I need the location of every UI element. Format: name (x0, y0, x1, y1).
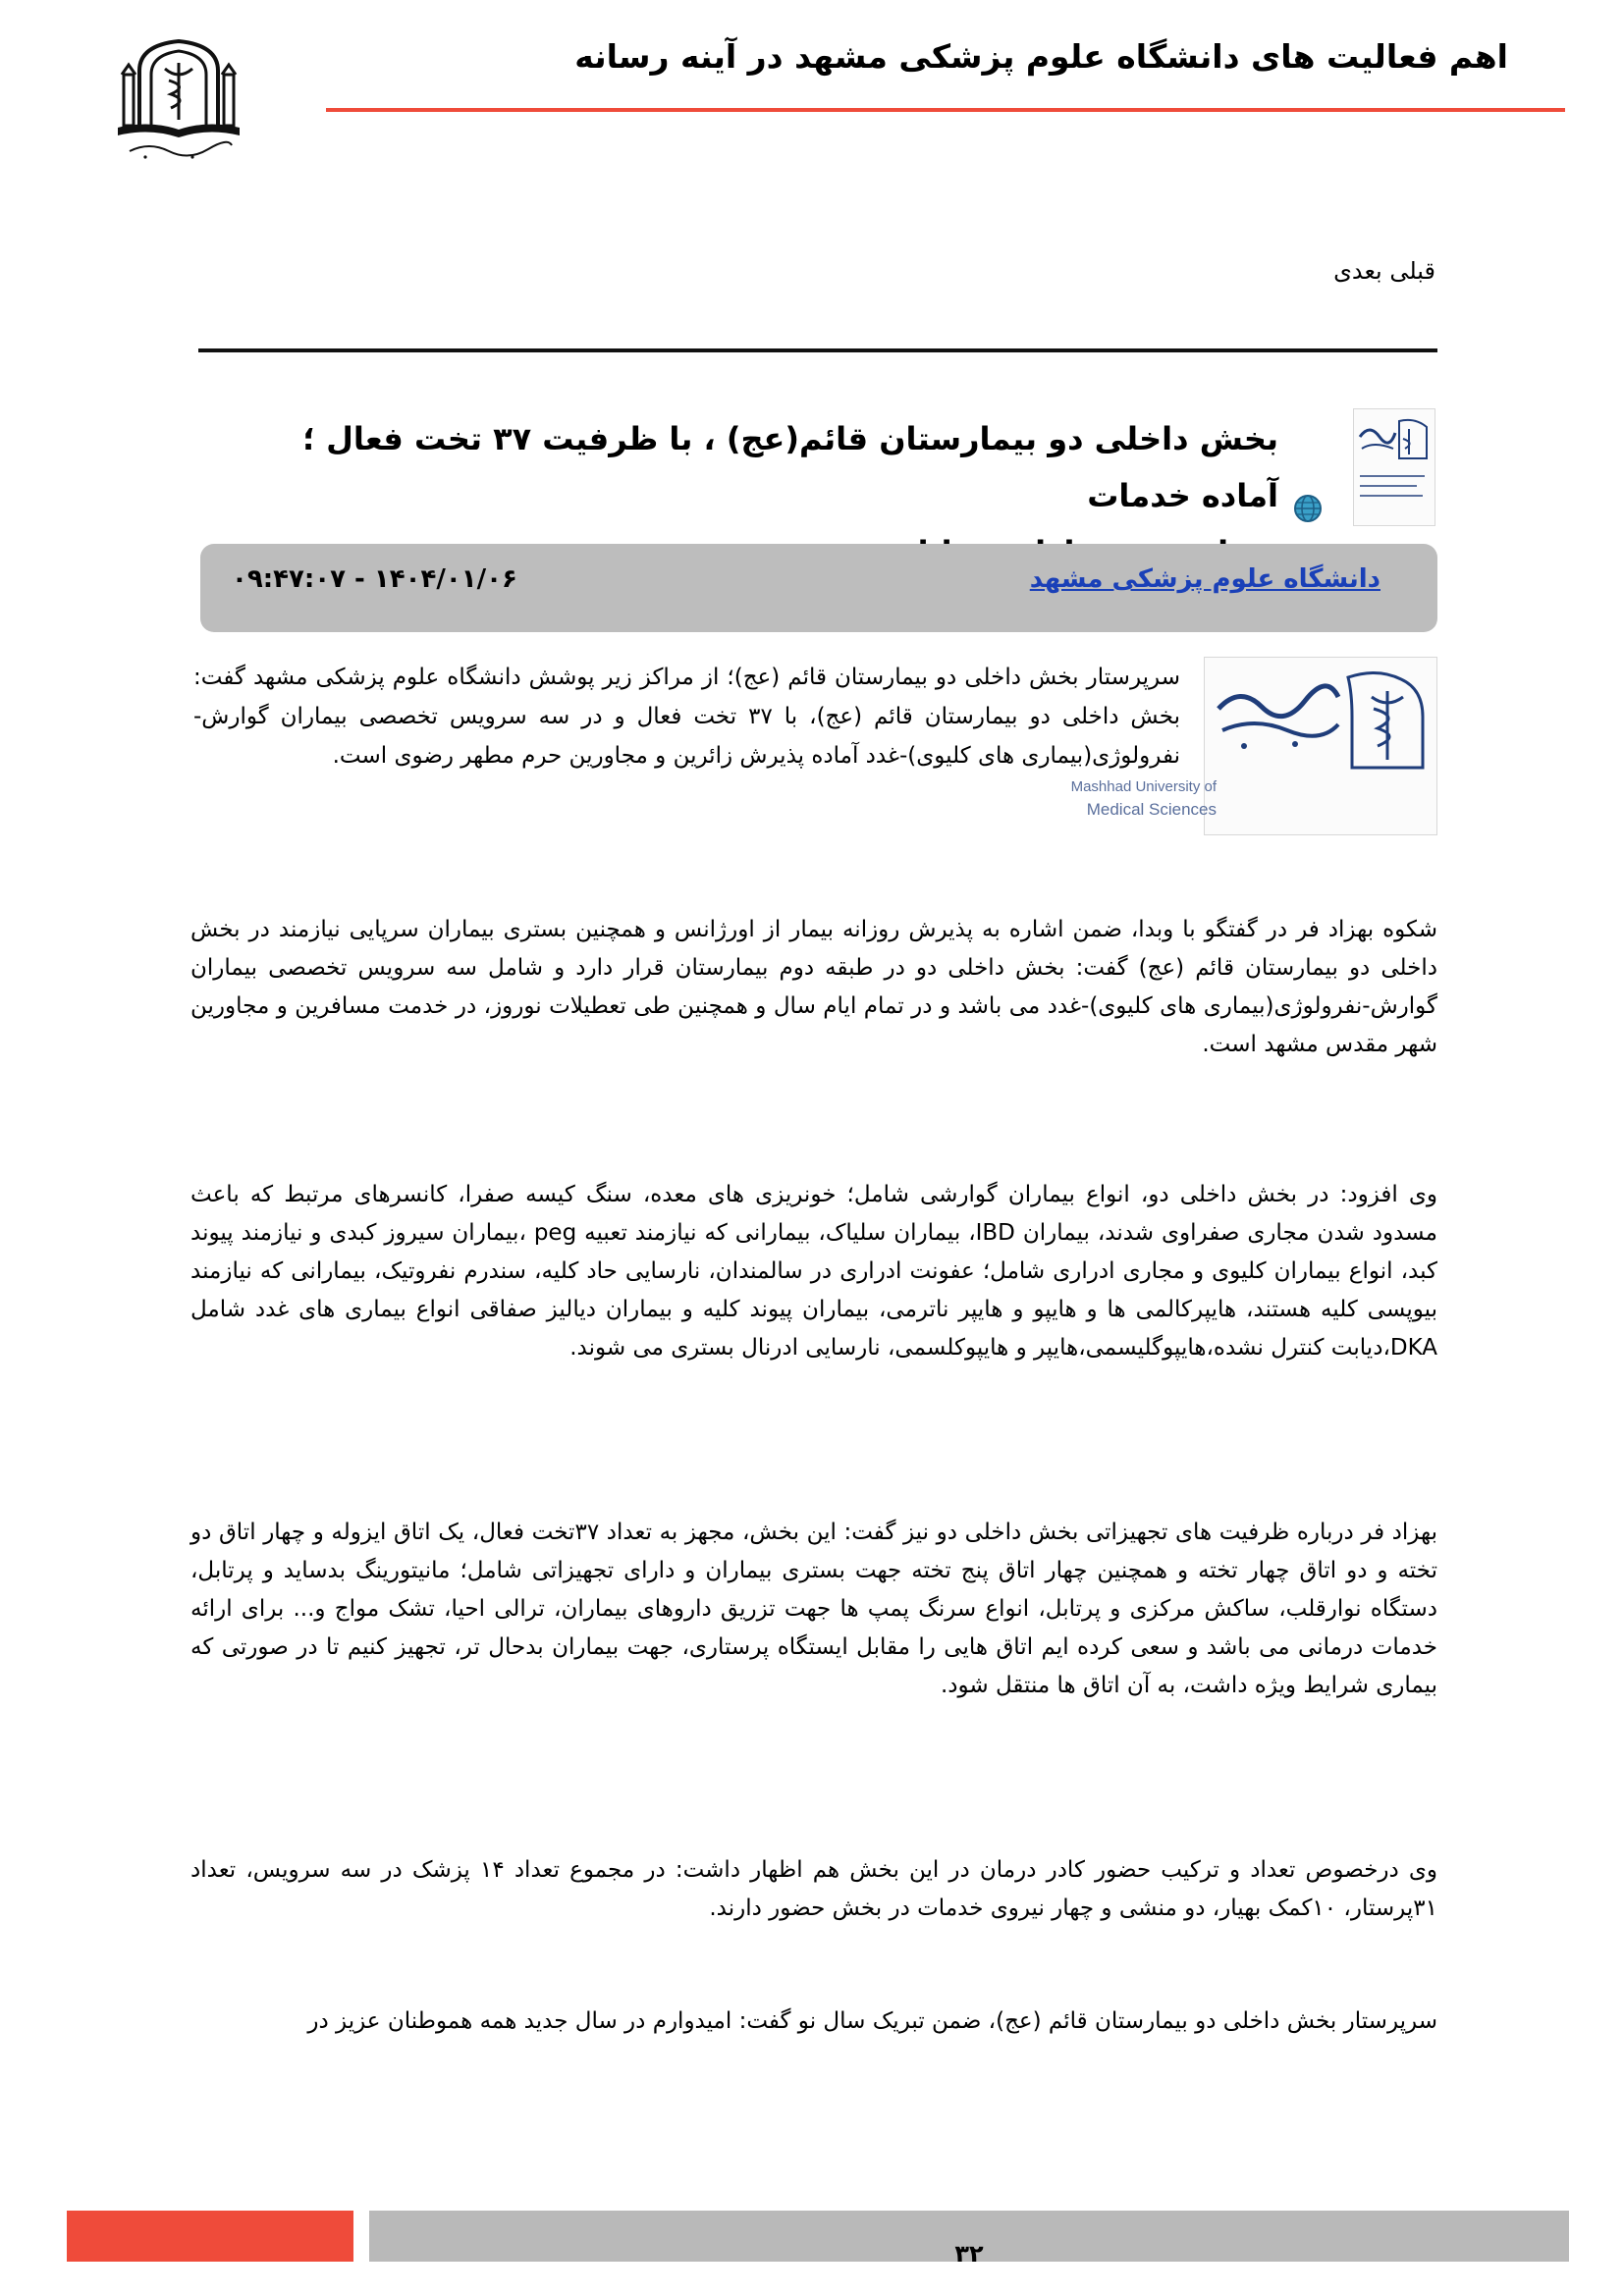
section-divider (198, 348, 1437, 352)
footer-accent-bar (67, 2211, 353, 2262)
article-paragraph-3: بهزاد فر درباره ظرفیت های تجهیزاتی بخش داخلی دو نیز گفت: این بخش، مجهز به تعداد ۳۷تخت فعال، یک اتاق ایزوله و چهار اتاق دو تخته و دو اتاق چهار تخته و همچنین چهار اتاق پنج تخته جهت بستری بیماران و دارای تجهیزاتی شامل؛ مانیتورینگ بدساید و پرتابل، دستگاه نوارقلب، ساکش مرکزی و پرتابل، انواع سرنگ پمپ ها جهت تزریق داروهای بیماران، ترالی احیا، تشک مواج و... برای ارائه خدمات درمانی می باشد و سعی کرده ایم اتاق هایی را مقابل ایستگاه پرستاری، جهت بیماران بدحال تر، تجهیز کنیم تا در صورتی که بیماری شرایط ویژه داشت، به آن اتاق ها منتقل شود. (190, 1520, 1437, 1698)
thumbnail-caption-en-1: Mashhad University of (1070, 778, 1217, 795)
thumbnail-caption-en-2: Medical Sciences (1086, 800, 1217, 819)
publish-datetime: ۰۹:۴۷:۰۷ - ۱۴۰۴/۰۱/۰۶ (232, 564, 517, 594)
article-paragraph-4: وی درخصوص تعداد و ترکیب حضور کادر درمان در این بخش هم اظهار داشت: در مجموع تعداد ۱۴ پزشک در سه سرویس، تعداد ۳۱پرستار، ۱۰کمک بهیار، دو منشی و چهار نیروی خدمات در بخش حضور دارند. (190, 1857, 1437, 1921)
header-accent-line (326, 108, 1565, 112)
article-thumbnail-small (1353, 408, 1435, 526)
page-number: ۳۲ (954, 2240, 984, 2268)
university-logo (110, 35, 247, 163)
source-link[interactable]: دانشگاه علوم پزشکی مشهد (1029, 564, 1380, 594)
article-title-line-1: بخش داخلی دو بیمارستان قائم(عج) ، با ظرفیت ۳۷ تخت فعال ؛ آماده خدمات (302, 420, 1278, 514)
article-paragraph-2: وی افزود: در بخش داخلی دو، انواع بیماران گوارشی شامل؛ خونریزی های معده، سنگ کیسه صفرا، کانسرهای مرتبط که باعث مسدود شدن مجاری صفراوی شدند، بیماران IBD، بیماران سلیاک، بیمارانی که نیازمند تعبیه peg ،بیماران سیروز کبدی و نیازمند پیوند کبد، انواع بیماران کلیوی و مجاری ادراری شامل؛ عفونت ادراری در سالمندان، نارسایی حاد کلیه، سندرم نفروتیک، بیمارانی که نیازمند بیوپسی کلیه هستند، هایپرکالمی ها و هایپو و هایپر ناترمی، بیماران پیوند کلیه و بیماران دیالیز صفاقی انواع بیماری های غدد شامل DKA،دیابت کنترل نشده،هایپوگلیسمی،هایپر و هایپوکلسمی، نارسایی ادرنال بستری می شوند. (190, 1182, 1438, 1361)
document-header-title: اهم فعالیت های دانشگاه علوم پزشکی مشهد در آینه رسانه (574, 37, 1508, 76)
globe-icon[interactable] (1292, 493, 1324, 524)
article-lead: سرپرستار بخش داخلی دو بیمارستان قائم (عج)؛ از مراکز زیر پوشش دانشگاه علوم پزشکی مشهد گفت: بخش داخلی دو بیمارستان قائم (عج)، با ۳۷ تخت فعال و در سه سرویس تخصصی بیماران گوارش-نفرولوژی(بیماری های کلیوی)-غدد آماده پذیرش زائرین و مجاورین حرم مطهر رضوی است. (193, 665, 1180, 769)
article-paragraph-5: سرپرستار بخش داخلی دو بیمارستان قائم (عج)، ضمن تبریک سال نو گفت: امیدوارم در سال جدید همه هموطنان عزیز در (307, 2008, 1437, 2034)
article-thumbnail-large (1070, 657, 1437, 835)
prev-next-nav[interactable]: قبلی بعدی (1333, 257, 1435, 285)
article-paragraph-1: شکوه بهزاد فر در گفتگو با وبدا، ضمن اشاره به پذیرش روزانه بیمار از اورژانس و همچنین بستری بیماران سرپایی نیازمند در بخش داخلی دو بیمارستان قائم (عج) گفت: بخش داخلی دو در طبقه دوم بیمارستان قرار دارد و شامل سه سرویس تخصصی بیماران گوارش-نفرولوژی(بیماری های کلیوی)-غدد می باشد و در تمام ایام سال و همچنین طی تعطیلات نوروز، در خدمت مسافرین و مجاورین شهر مقدس مشهد است. (190, 917, 1437, 1057)
